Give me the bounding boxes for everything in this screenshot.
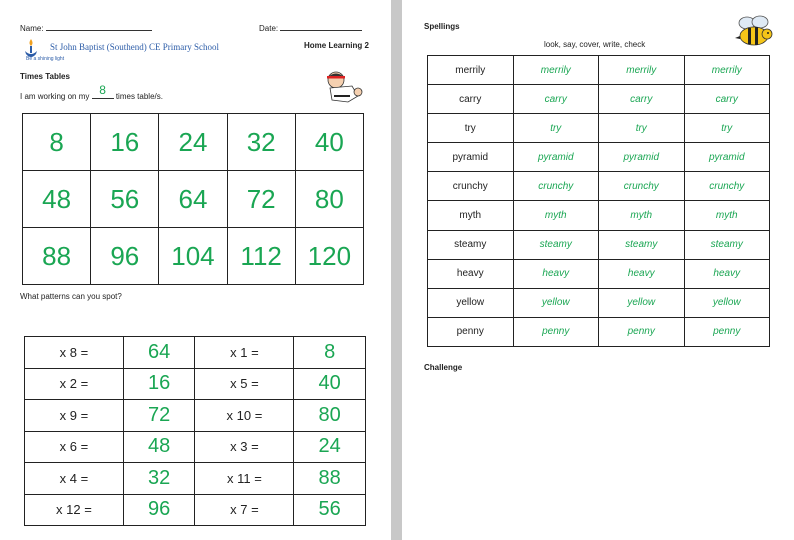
challenge-title: Challenge (424, 363, 463, 372)
spelling-attempt[interactable]: carry (513, 85, 599, 114)
spelling-attempt[interactable]: penny (599, 317, 685, 346)
times-grid-cell[interactable]: 112 (227, 228, 295, 285)
spellings-title: Spellings (424, 22, 460, 31)
spelling-attempt[interactable]: penny (513, 317, 599, 346)
spelling-attempt[interactable]: myth (599, 201, 685, 230)
spelling-row (428, 172, 770, 201)
spelling-row (428, 56, 770, 85)
working-on-line (20, 83, 163, 101)
spelling-attempt[interactable]: merrily (684, 56, 770, 85)
question-cell: x 5 = (195, 368, 294, 400)
name-blank (46, 22, 152, 31)
left-page (0, 0, 391, 540)
times-grid-cell[interactable]: 24 (159, 114, 227, 171)
spelling-word: carry (428, 85, 514, 114)
answer-cell[interactable]: 24 (294, 431, 366, 463)
multiplication-table (24, 336, 366, 526)
spelling-attempt[interactable]: steamy (684, 230, 770, 259)
spelling-attempt[interactable]: myth (684, 201, 770, 230)
question-cell: x 10 = (195, 400, 294, 432)
spelling-attempt[interactable]: steamy (513, 230, 599, 259)
answer-cell[interactable]: 48 (123, 431, 195, 463)
answer-cell[interactable]: 64 (123, 337, 195, 369)
question-cell: x 12 = (25, 494, 124, 526)
answer-cell[interactable]: 80 (294, 400, 366, 432)
times-grid-cell[interactable]: 88 (23, 228, 91, 285)
spelling-attempt[interactable]: try (684, 114, 770, 143)
question-cell: x 7 = (195, 494, 294, 526)
spelling-row (428, 288, 770, 317)
bee-icon (734, 14, 776, 50)
spelling-word: steamy (428, 230, 514, 259)
times-grid-cell[interactable]: 8 (23, 114, 91, 171)
question-cell: x 1 = (195, 337, 294, 369)
answer-cell[interactable]: 96 (123, 494, 195, 526)
spelling-attempt[interactable]: yellow (513, 288, 599, 317)
answer-cell[interactable]: 32 (123, 463, 195, 495)
date-line[interactable] (259, 22, 362, 33)
times-grid-cell[interactable]: 104 (159, 228, 227, 285)
spelling-word: try (428, 114, 514, 143)
times-grid-row (23, 114, 364, 171)
working-on-suffix: times table/s. (115, 92, 163, 101)
spelling-attempt[interactable]: pyramid (684, 143, 770, 172)
times-grid-cell[interactable]: 64 (159, 171, 227, 228)
spelling-word: myth (428, 201, 514, 230)
spelling-attempt[interactable]: try (599, 114, 685, 143)
spelling-word: penny (428, 317, 514, 346)
spelling-attempt[interactable]: crunchy (513, 172, 599, 201)
times-grid-cell[interactable]: 40 (295, 114, 363, 171)
multiplication-row (25, 431, 366, 463)
times-grid-row (23, 171, 364, 228)
spelling-attempt[interactable]: merrily (599, 56, 685, 85)
spelling-table (427, 55, 770, 347)
spelling-row (428, 143, 770, 172)
answer-cell[interactable]: 8 (294, 337, 366, 369)
karate-cartoon-icon (318, 68, 366, 106)
times-grid-cell[interactable]: 72 (227, 171, 295, 228)
times-grid-cell[interactable]: 120 (295, 228, 363, 285)
times-grid-cell[interactable]: 48 (23, 171, 91, 228)
spelling-attempt[interactable]: yellow (684, 288, 770, 317)
answer-cell[interactable]: 56 (294, 494, 366, 526)
question-cell: x 11 = (195, 463, 294, 495)
times-grid-row (23, 228, 364, 285)
spelling-attempt[interactable]: heavy (599, 259, 685, 288)
multiplication-row (25, 400, 366, 432)
spelling-attempt[interactable]: pyramid (513, 143, 599, 172)
answer-cell[interactable]: 16 (123, 368, 195, 400)
question-cell: x 8 = (25, 337, 124, 369)
spelling-attempt[interactable]: steamy (599, 230, 685, 259)
spelling-attempt[interactable]: heavy (513, 259, 599, 288)
times-grid-cell[interactable]: 32 (227, 114, 295, 171)
answer-cell[interactable]: 40 (294, 368, 366, 400)
right-page (402, 0, 794, 540)
multiplication-row (25, 494, 366, 526)
question-cell: x 2 = (25, 368, 124, 400)
spelling-row (428, 114, 770, 143)
spelling-attempt[interactable]: carry (684, 85, 770, 114)
date-label: Date: (259, 24, 279, 33)
multiplication-row (25, 337, 366, 369)
spelling-row (428, 317, 770, 346)
date-blank (280, 22, 362, 31)
spelling-attempt[interactable]: carry (599, 85, 685, 114)
home-learning-title: Home Learning 2 (304, 41, 369, 50)
times-grid-cell[interactable]: 96 (91, 228, 159, 285)
name-label: Name: (20, 24, 44, 33)
name-line[interactable] (20, 22, 152, 33)
school-tagline: Be a shining light (26, 56, 65, 62)
times-grid-cell[interactable]: 16 (91, 114, 159, 171)
spelling-instructions: look, say, cover, write, check (544, 40, 646, 49)
times-table-grid (22, 113, 364, 285)
patterns-question: What patterns can you spot? (20, 292, 122, 301)
times-grid-cell[interactable]: 56 (91, 171, 159, 228)
multiplication-row (25, 368, 366, 400)
spelling-attempt[interactable]: penny (684, 317, 770, 346)
answer-cell[interactable]: 88 (294, 463, 366, 495)
spelling-word: merrily (428, 56, 514, 85)
times-tables-title: Times Tables (20, 72, 70, 81)
question-cell: x 9 = (25, 400, 124, 432)
multiplication-row (25, 463, 366, 495)
school-name: St John Baptist (Southend) CE Primary School (50, 42, 220, 52)
spelling-row (428, 259, 770, 288)
spelling-attempt[interactable]: heavy (684, 259, 770, 288)
working-on-prefix: I am working on my (20, 92, 90, 101)
spelling-attempt[interactable]: myth (513, 201, 599, 230)
spelling-row (428, 230, 770, 259)
working-on-number: 8 (99, 83, 106, 97)
spelling-attempt[interactable]: try (513, 114, 599, 143)
answer-cell[interactable]: 72 (123, 400, 195, 432)
spelling-attempt[interactable]: yellow (599, 288, 685, 317)
spelling-attempt[interactable]: pyramid (599, 143, 685, 172)
spelling-word: heavy (428, 259, 514, 288)
question-cell: x 6 = (25, 431, 124, 463)
spelling-word: crunchy (428, 172, 514, 201)
spelling-attempt[interactable]: crunchy (599, 172, 685, 201)
question-cell: x 3 = (195, 431, 294, 463)
question-cell: x 4 = (25, 463, 124, 495)
times-grid-cell[interactable]: 80 (295, 171, 363, 228)
spelling-attempt[interactable]: merrily (513, 56, 599, 85)
spelling-word: yellow (428, 288, 514, 317)
spelling-word: pyramid (428, 143, 514, 172)
working-on-blank[interactable] (92, 83, 114, 99)
spelling-attempt[interactable]: crunchy (684, 172, 770, 201)
spelling-row (428, 201, 770, 230)
spelling-row (428, 85, 770, 114)
